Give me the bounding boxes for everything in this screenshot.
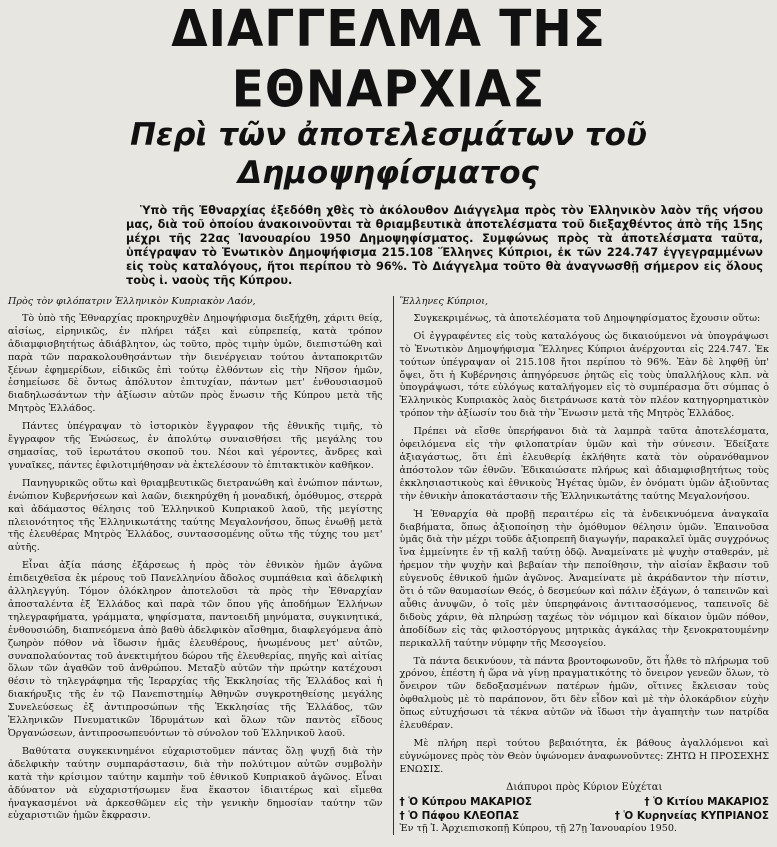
dateline: Ἐν τῇ Ἱ. Ἀρχιεπισκοπῇ Κύπρου, τῇ 27ῃ Ἰανουαρίου 1950.: [399, 822, 677, 834]
headline: ΔΙΑΓΓΕΛΜΑ ΤΗΣ ΕΘΝΑΡΧΙΑΣ: [171, 0, 606, 120]
signature-row: [400, 795, 770, 809]
signature: † Ὁ Κιτίου ΜΑΚΑΡΙΟΣ: [644, 795, 769, 808]
right-salutation: Ἕλληνες Κύπριοι,: [399, 296, 489, 307]
right-paragraph: Μὲ πλήρη περὶ τούτου βεβαιότητα, ἐκ βάθους ἀγαλλόμενοι καὶ εὐγνώμονες πρὸς τὸν Θεὸν ὑψώνομεν ἀναφωνοῦντες: ΖΗΤΩ Η ΠΡΟΣΕΧΗΣ ΕΝΩΣΙΣ.: [399, 738, 769, 775]
left-paragraph: Πανηγυρικῶς οὕτω καὶ θριαμβευτικῶς διετρανώθη καὶ ἐνώπιον πάντων, ἐνώπιον Κυβερνήσεων καὶ λαῶν, διεκηρύχθη ἡ μοναδική, ὁμόθυμος, στερρὰ καὶ ἀδάμαστος θέλησις τοῦ Ἑλληνικοῦ Κυπριακοῦ λαοῦ, τῆς μεγίστης πλειονότητος τῆς Ἑλληνικωτάτης ταύτης Μεγαλονήσου, ὅπως ἑνωθῇ μετὰ τῆς ἐλευθέρας Μητρὸς Ἑλλάδος, συντασσομένης οὕτω τῆς τύχης του μετ' αὐτῆς.: [8, 477, 383, 554]
signature: † Ὁ Κύπρου ΜΑΚΑΡΙΟΣ: [399, 795, 533, 808]
subheadline: Περὶ τῶν ἀποτελεσμάτων τοῦ Δημοψηφίσματος: [130, 117, 647, 191]
right-paragraph: Τὰ πάντα δεικνύουν, τὰ πάντα βροντοφωνοῦν, ὅτι ἦλθε τὸ πλήρωμα τοῦ χρόνου, ἐπέστη ἡ ὥρα νὰ γίνῃ πραγματικότης τὸ ὄνειρον γενεῶν ὅλων, τὸ ὄνειρον τῶν δεδοξασμένων πατέρων ἡμῶν, οἵτινες ἔκλεισαν τοὺς ὀφθαλμοὺς μὲ τὸ παράπονον, ὅτι δὲν εἶδον καὶ μὲ τὴν ὁλοκάρδιον εὐχὴν ὅπως εὐτυχήσωσι τὰ τέκνα αὐτῶν νὰ ἴδωσι τὴν ἀγαπητὴν των πατρίδα ἐλευθέραν.: [399, 655, 769, 732]
left-column: [8, 296, 383, 835]
signature-row: [400, 809, 770, 823]
right-paragraph: Πρέπει νὰ εἴσθε ὑπερήφανοι διὰ τὰ λαμπρὰ ταῦτα ἀποτελέσματα, ὀφειλόμενα εἰς τὴν φιλοπατρίαν ὑμῶν καὶ τὴν σύνεσιν. Ἐδείξατε ἀξιαγάστως, ὅτι ἐπὶ ἐλευθερίᾳ ἐκλήθητε κατὰ τὸν οὐρανόθαμνον ἀπόστολον τῶν ἐθνῶν. Ἐδικαιώσατε πλήρως καὶ ἀδιαμφισβητήτως τοὺς ἐκκλησιαστικοὺς καὶ ἐθνικοὺς Ἡγέτας ὑμῶν, ἐν ὀνόματι ὑμῶν ἀξιοῦντας τὴν ἐθνικὴν ἀποκατάστασιν τῆς Ἑλληνικωτάτης ταύτης Μεγαλονήσου.: [399, 426, 769, 502]
left-paragraph: Τὸ ὑπὸ τῆς Ἐθναρχίας προκηρυχθὲν Δημοψήφισμα διεξήχθη, χάριτι θείᾳ, αἰσίως, εἰρηνικῶς, ἐν πλήρει τάξει καὶ εὐπρεπείᾳ, κατὰ τρόπον ἀδιαμφισβητήτως ἀδιάβλητον, ὡς τοῦτο, πρὸς τιμὴν ὑμῶν, διεπιστώθη καὶ παρὰ τῶν παρακολουθησάντων τὴν διενέργειαν τούτου ἀνταποκριτῶν ξένων ἐφημερίδων, εἰδικῶς ἐπὶ τούτῳ ἐλθόντων εἰς τὴν Νῆσον ἡμῶν, ἐσημείωσε δὲ ὄντως ἀπόλυτον ἐπιτυχίαν, πάντων μετ' ἐνθουσιασμοῦ διαδηλωσάντων τὴν ἀξίωσιν αὐτῶν πρὸς ἕνωσιν τῆς Κύπρου μετὰ τῆς Μητρὸς Ἑλλάδος.: [8, 312, 383, 415]
article-columns: [8, 296, 769, 835]
closing-line: Διάπυροι πρὸς Κύριον Εὐχέται: [506, 781, 663, 793]
signature: † Ὁ Κυρηνείας ΚΥΠΡΙΑΝΟΣ: [614, 809, 769, 822]
right-paragraph: Οἱ ἐγγραφέντες εἰς τοὺς καταλόγους ὡς δικαιούμενοι νὰ ὑπογράψωσι τὸ Ἑνωτικὸν Δημοψήφισμα Ἕλληνες Κύπριοι ἀνέρχονται εἰς 224.747. Ἐκ τούτων ὑπέγραψαν οἱ 215.108 ἤτοι περίπου τὸ 96%. Ἐὰν δὲ ληφθῇ ὑπ' ὄψει, ὅτι ἡ Κυβέρνησις ἀπηγόρευσε ῥητῶς εἰς τοὺς ὑπαλλήλους κλπ. νὰ ὑπογράψωσι, τότε εὐλόγως καταλήγομεν εἰς τὸ συμπέρασμα ὅτι σύμπας ὁ Ἑλληνικὸς Κυπριακὸς λαὸς διετράνωσε κατὰ τὸν πλέον κατηγορηματικὸν τρόπον τὴν ἀξίωσίν του διὰ τὴν Ἕνωσιν μετὰ τῆς Μητρὸς Ἑλλάδος.: [399, 330, 769, 420]
left-paragraph: Εἶναι ἀξία πάσης ἐξάρσεως ἡ πρὸς τὸν ἐθνικὸν ἡμῶν ἀγῶνα ἐπιδειχθεῖσα ἐκ μέρους τοῦ Πανελληνίου ἄδολος συμπάθεια καὶ ἀδελφικὴ ἀλληλεγγύη. Τόμον ὁλόκληρον ἀποτελοῦσι τὰ πρὸς τὴν Ἐθναρχίαν ἀποσταλέντα ἐξ Ἑλλάδος καὶ παρὰ τῶν ὅπου γῆς ἀποδήμων Ἑλλήνων τηλεγραφήματα, γράμματα, ψηφίσματα, παντοειδῆ μηνύματα, συγκινητικά, ἐνθουσιώδη, διαπνεόμενα ἀπὸ βαθὺ ἀδελφικὸν αἴσθημα, διαφλεγόμενα ἀπὸ ζωηρὸν πόθον νὰ ἴδωσιν ἡμᾶς ἐλευθέρους, ἡνωμένους μετ' αὐτῶν, συναπολαύοντας τοῦ ἀνεκτιμήτου δώρου τῆς ἐλευθερίας, πηγῆς καὶ αἰτίας ὅλων τῶν ἀγαθῶν τοῦ ἀνθρώπου. Μεταξὺ αὐτῶν τὴν πρώτην κατέχουσι θέσιν τὸ τηλεγράφημα τῆς Ἱεραρχίας τῆς Ἐκκλησίας τῆς Ἑλλάδος καὶ ἡ διακήρυξις τῆς ἐν τῷ Πανεπιστημίῳ Ἀθηνῶν συγκροτηθείσης μεγάλης Συνελεύσεως ἐξ ἀντιπροσώπων τῆς Ἐκκλησίας τῆς Ἑλλάδος, τῶν Ἑλληνικῶν Πνευματικῶν Ἱδρυμάτων καὶ ὅλων τῶν παντὸς εἴδους Ὀργανώσεων, ἀντιπροσωπευόντων τὸ σύνολον τοῦ Ἑλληνικοῦ λαοῦ.: [8, 560, 383, 739]
right-paragraph: Συγκεκριμένως, τὰ ἀποτελέσματα τοῦ Δημοψηφίσματος ἔχουσιν οὕτω:: [413, 312, 761, 324]
right-paragraph: Ἡ Ἐθναρχία θὰ προβῇ περαιτέρω εἰς τὰ ἐνδεικνυόμενα ἀναγκαῖα διαβήματα, ὅπως ἀξιοποίησῃ τὴν ὁμόθυμον θέλησιν ὑμῶν. Ἐπαινοῦσα ὑμᾶς διὰ τὴν μέχρι τοῦδε ἀξιοπρεπῆ διαγωγήν, παρακαλεῖ ὑμᾶς συγχρόνως ἵνα ἐμμείνητε ἐν τῇ καλῇ ταύτῃ ὁδῷ. Ἀναμείνατε μὲ ψυχὴν σταθεράν, μὲ ἠρεμον τὴν ψυχὴν καὶ βεβαίαν τὴν πεποίθησιν, τὴν αἰσίαν ἔκβασιν τοῦ εὐγενοῦς ἐθνικοῦ ἡμῶν ἀγῶνος. Ἀναμείνατε μὲ ἀκράδαντον τὴν πίστιν, ὅτι ὁ τῶν θαυμασίων Θεός, ὁ δεσμεύων καὶ πάλιν ἐξάγων, ὁ ταπεινῶν καὶ αὖθις ἀνυψῶν, ὁ τοῖς μὲν ὑπερηφάνοις ἀντιτασσόμενος, ταπεινοῖς δὲ διδοὺς χάριν, θὰ πληρώσῃ ταχέως τὸν νόμιμον καὶ δίκαιον ὑμῶν πόθον, ἀποδίδων εἰς τὰς φιλοστόργους μητρικὰς ἀγκάλας τὴν ξενοκρατουμένην περικαλλῆ ταύτην νύμφην τῆς Μεσογείου.: [399, 508, 769, 649]
left-salutation: Πρὸς τὸν φιλόπατριν Ἑλληνικὸν Κυπριακὸν Λαόν,: [8, 296, 256, 307]
left-paragraph: Βαθύτατα συγκεκινημένοι εὐχαριστοῦμεν πάντας ὅλῃ ψυχῇ διὰ τὴν ἀδελφικὴν ταύτην συμπαράστασιν, διὰ τὴν πολύτιμον αὐτῶν συμβολὴν κατὰ τὴν κρίσιμον ταύτην καμπὴν τοῦ ἐθνικοῦ Κυπριακοῦ ἀγῶνος. Εἶναι ἀδύνατον νὰ εὐχαριστήσωμεν ἕνα ἕκαστον ἰδιαιτέρως καὶ εἴμεθα ἠναγκασμένοι νὰ ἀρκεσθῶμεν εἰς τὴν γενικὴν δημοσίαν ταύτην τῶν εὐχαριστιῶν ἡμῶν ἔκφρασιν.: [8, 745, 383, 822]
intro-paragraph: Ὑπὸ τῆς Ἐθναρχίας ἐξεδόθη χθὲς τὸ ἀκόλουθον Διάγγελμα πρὸς τὸν Ἑλληνικὸν λαὸν τῆς νήσου μας, διὰ τοῦ ὁποίου ἀνακοινοῦνται τὰ θριαμβευτικὰ ἀποτελέσματα τοῦ διεξαχθέντος ἀπὸ τῆς 15ης μέχρι τῆς 22ας Ἰανουαρίου 1950 Δημοψηφίσματος. Συμφώνως πρὸς τὰ ἀποτελέσματα ταῦτα, ὑπέγραψαν τὸ Ἑνωτικὸν Δημοψήφισμα 215.108 Ἕλληνες Κύπριοι, ἐκ τῶν 224.747 ἐγγεγραμμένων εἰς τοὺς καταλόγους, ἤτοι περίπου τὸ 96%. Τὸ Διάγγελμα τοῦτο θὰ ἀναγνωσθῇ σήμερον εἰς ὅλους τοὺς ἱ. ναοὺς τῆς Κύπρου.: [126, 204, 763, 287]
left-paragraph: Πάντες ὑπέγραψαν τὸ ἱστορικὸν ἔγγραφον τῆς ἐθνικῆς τιμῆς, τὸ ἔγγραφον τῆς Ἑνώσεως, ἐν ἀπολύτῳ συναισθήσει τῆς μεγάλης του σημασίας, τοῦ ἱερωτάτου σκοποῦ του. Νέοι καὶ γέροντες, ἄνδρες καὶ γυναῖκες, πάντες ἐφιλοτιμήθησαν νὰ ἐκτελέσουν τὸ ἐπιτακτικὸν καθῆκον.: [8, 421, 383, 471]
right-column: [393, 296, 770, 835]
signature: † Ὁ Πάφου ΚΛΕΟΠΑΣ: [399, 809, 520, 822]
